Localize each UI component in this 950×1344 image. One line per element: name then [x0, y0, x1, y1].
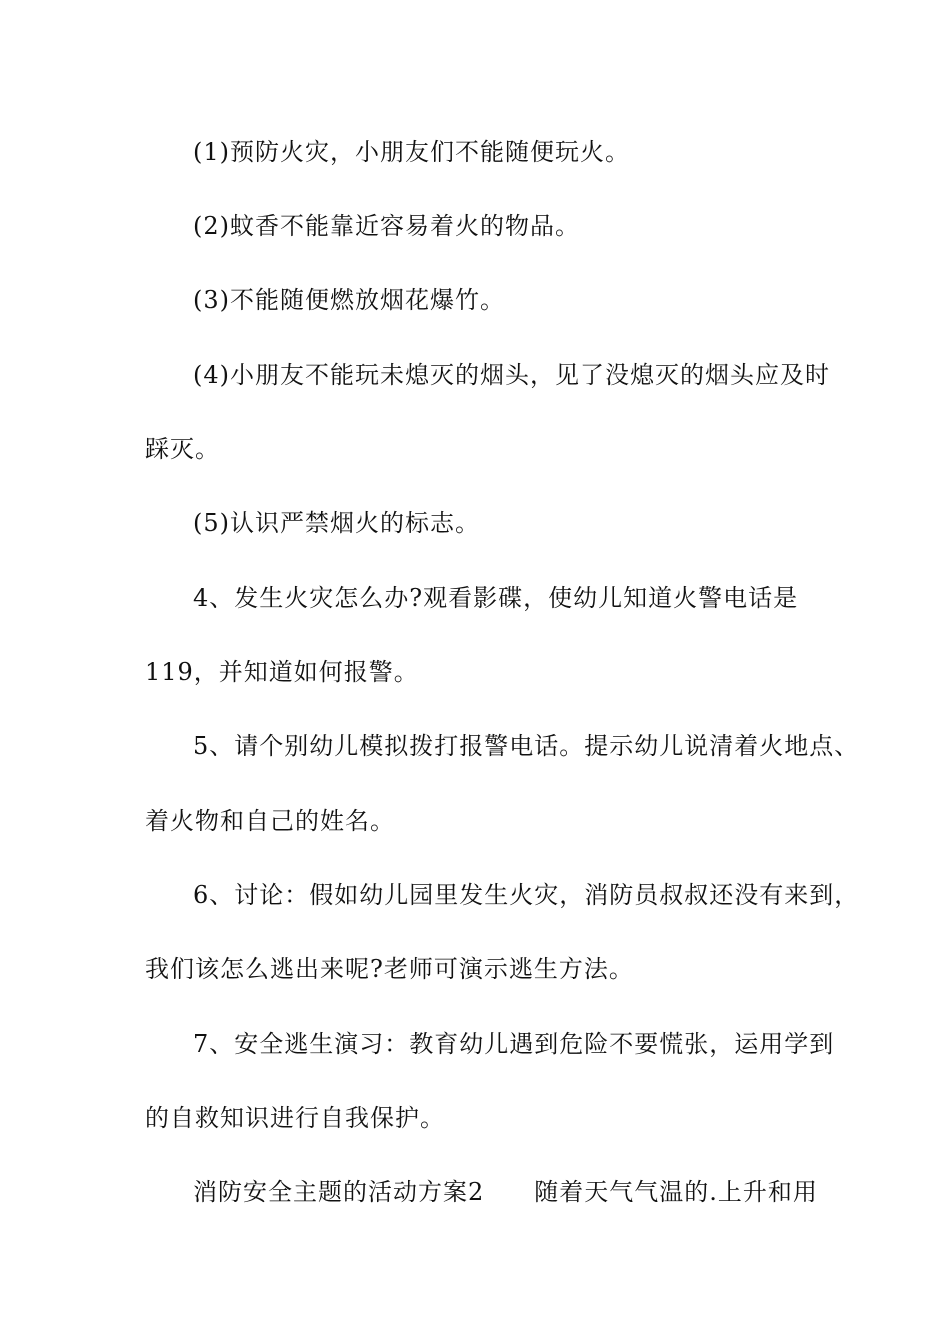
- paragraph-line: 7、安全逃生演习：教育幼儿遇到危险不要慌张，运用学到: [193, 1030, 835, 1058]
- paragraph-line: 的自救知识进行自我保护。: [145, 1104, 445, 1132]
- paragraph-line: 6、讨论：假如幼儿园里发生火灾，消防员叔叔还没有来到，: [193, 881, 860, 909]
- paragraph-line: (4)小朋友不能玩未熄灭的烟头，见了没熄灭的烟头应及时: [193, 361, 830, 389]
- paragraph-line: 消防安全主题的活动方案2 随着天气气温的.上升和用: [193, 1178, 818, 1206]
- paragraph-line: (1)预防火灾，小朋友们不能随便玩火。: [193, 138, 630, 166]
- paragraph-line: 119，并知道如何报警。: [145, 658, 419, 686]
- paragraph-line: 4、发生火灾怎么办?观看影碟，使幼儿知道火警电话是: [193, 584, 799, 612]
- paragraph-line: 5、请个别幼儿模拟拨打报警电话。提示幼儿说清着火地点、: [193, 732, 860, 760]
- paragraph-line: (2)蚊香不能靠近容易着火的物品。: [193, 212, 580, 240]
- paragraph-line: (5)认识严禁烟火的标志。: [193, 509, 480, 537]
- paragraph-line: 踩灭。: [145, 435, 220, 463]
- paragraph-line: (3)不能随便燃放烟花爆竹。: [193, 286, 505, 314]
- paragraph-line: 着火物和自己的姓名。: [145, 807, 395, 835]
- paragraph-line: 我们该怎么逃出来呢?老师可演示逃生方法。: [145, 955, 634, 983]
